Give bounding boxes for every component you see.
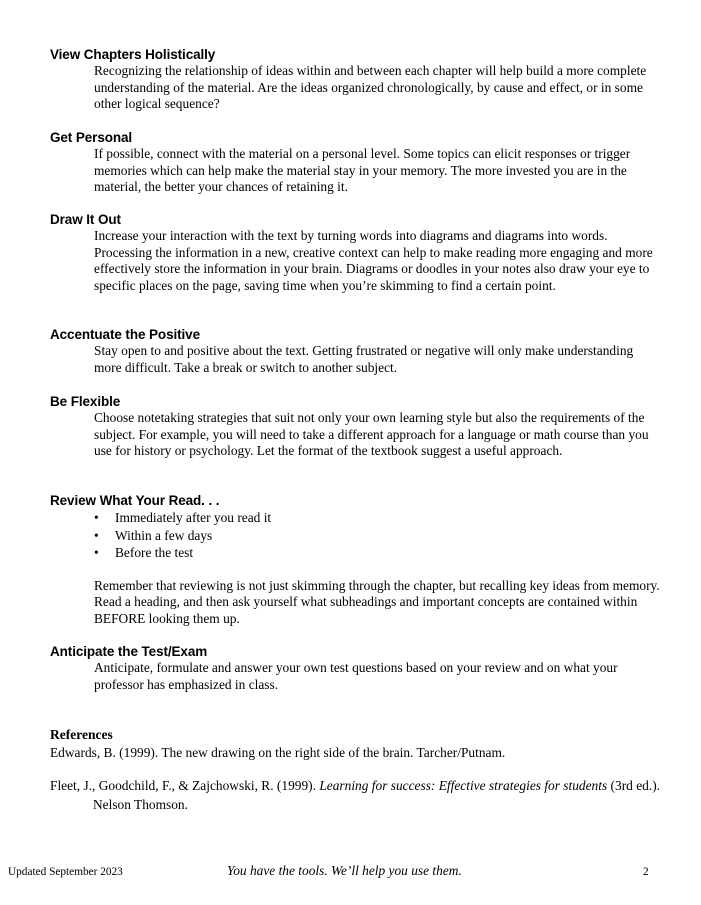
reference-publisher: (3rd ed.). Nelson Thomson. bbox=[93, 778, 661, 812]
list-item bbox=[94, 544, 660, 562]
footer-updated: Updated September 2023 bbox=[8, 866, 123, 878]
section-body: Stay open to and positive about the text. Getting frustrated or negative will only make understanding more difficult. Take a break or switch to another subject. bbox=[94, 343, 634, 375]
section-body: Increase your interaction with the text by turning words into diagrams and diagrams into words. Processing the information in a new, creative context can help to make reading more engaging and more effectively store the information in your brain. Diagrams or doodles in your notes also draw your eye to specific places on the page, saving time when you’re skimming to find a certain point. bbox=[94, 228, 653, 293]
references bbox=[50, 726, 660, 814]
footer-tagline: You have the tools. We’ll help you use them. bbox=[227, 863, 462, 878]
bullet-icon: • bbox=[94, 527, 99, 543]
bullet-list bbox=[94, 509, 660, 562]
page-number: 2 bbox=[643, 866, 649, 878]
section-body: Choose notetaking strategies that suit not only your own learning style but also the requirements of the subject. For example, you will need to take a different approach for a language or math course than you use for history or psychology. Let the format of the textbook suggest a useful approach. bbox=[94, 410, 649, 459]
section-get-personal bbox=[50, 129, 660, 196]
list-item bbox=[94, 527, 660, 545]
reference-item bbox=[50, 776, 660, 814]
reference-authors: Fleet, J., Goodchild, F., & Zajchowski, R. (1999). bbox=[50, 778, 320, 793]
list-item-text: Within a few days bbox=[115, 527, 213, 543]
section-body: Anticipate, formulate and answer your own test questions based on your review and on what your professor has emphasized in class. bbox=[94, 660, 618, 692]
section-heading: Get Personal bbox=[50, 130, 133, 145]
list-item-text: Immediately after you read it bbox=[115, 510, 272, 525]
section-body: Recognizing the relationship of ideas within and between each chapter will help build a more complete understanding of the material. Are the ideas organized chronologically, by cause and effect, or in some other logical sequence? bbox=[94, 63, 647, 112]
section-accentuate-positive bbox=[50, 326, 660, 376]
section-body: If possible, connect with the material on a personal level. Some topics can elicit responses or trigger memories which can help make the material stay in your memory. The more invested you are in the material, the better your chances of retaining it. bbox=[94, 146, 631, 195]
section-anticipate-test bbox=[50, 643, 660, 693]
list-item bbox=[94, 509, 660, 527]
list-item-text: Before the test bbox=[115, 545, 194, 560]
section-review bbox=[50, 492, 660, 627]
section-heading: View Chapters Holistically bbox=[50, 47, 216, 62]
section-view-chapters bbox=[50, 46, 660, 113]
section-be-flexible bbox=[50, 393, 660, 460]
reference-title: Learning for success: Effective strategies for students bbox=[319, 778, 608, 793]
section-heading: Accentuate the Positive bbox=[50, 327, 200, 342]
references-heading: References bbox=[50, 727, 113, 742]
section-body: Remember that reviewing is not just skimming through the chapter, but recalling key ideas from memory. Read a heading, and then ask yourself what subheadings and important concepts are contained within BEFORE looking them up. bbox=[94, 577, 660, 626]
section-heading: Anticipate the Test/Exam bbox=[50, 644, 208, 659]
section-heading: Be Flexible bbox=[50, 394, 121, 409]
bullet-icon: • bbox=[94, 510, 99, 525]
section-draw-it-out bbox=[50, 211, 660, 294]
reference-item: Edwards, B. (1999). The new drawing on the right side of the brain. Tarcher/Putnam. bbox=[50, 745, 506, 760]
section-heading: Review What Your Read. . . bbox=[50, 493, 220, 508]
section-heading: Draw It Out bbox=[50, 212, 121, 227]
bullet-icon: • bbox=[94, 545, 99, 560]
